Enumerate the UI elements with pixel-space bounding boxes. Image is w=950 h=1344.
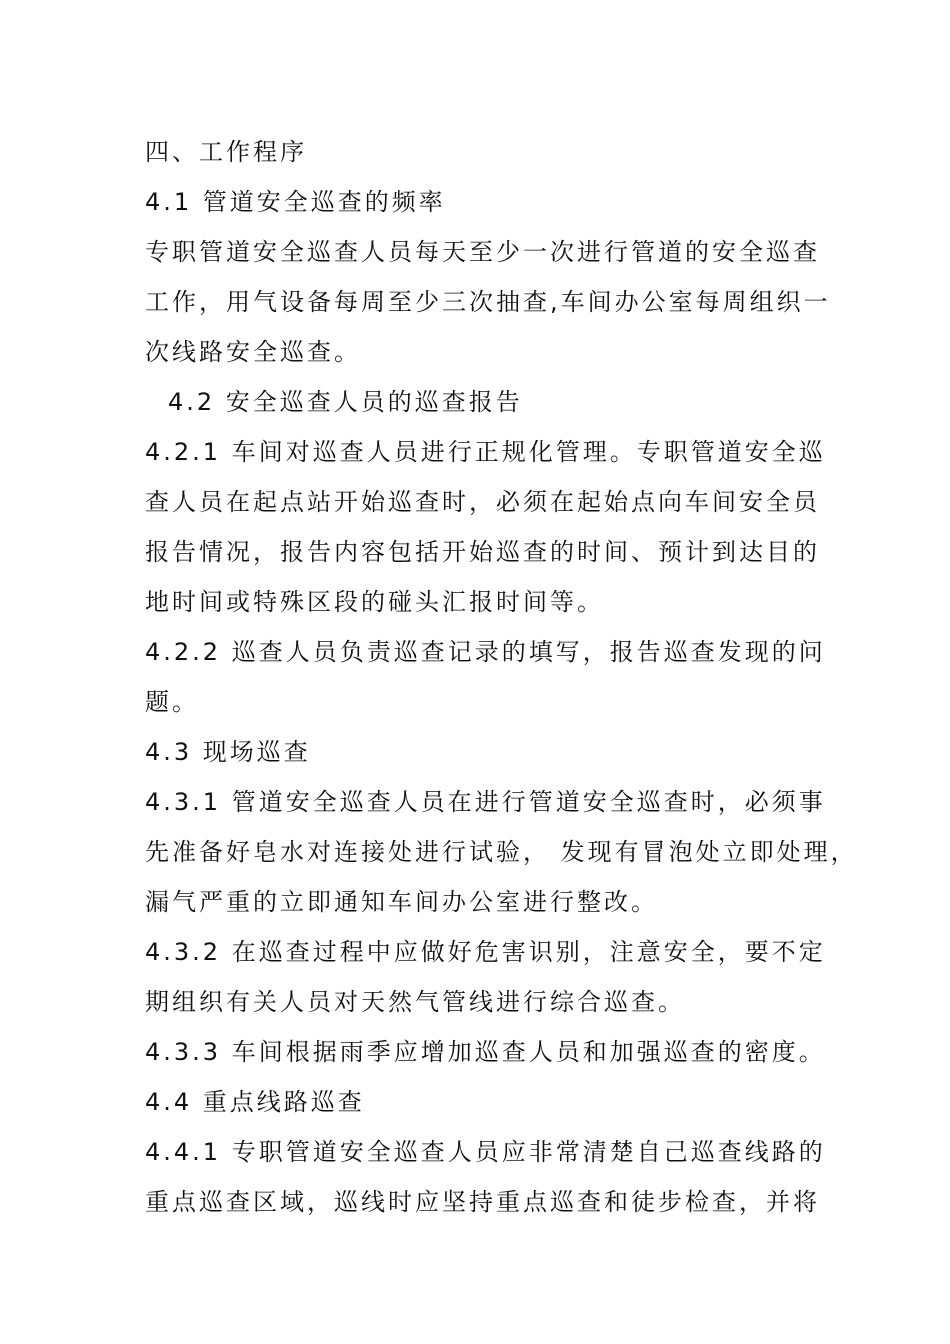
paragraph-line: 工作，用气设备每周至少三次抽查,车间办公室每周组织一 xyxy=(145,288,831,316)
paragraph-line: 地时间或特殊区段的碰头汇报时间等。 xyxy=(145,588,604,616)
subsection-heading: 4.2 安全巡查人员的巡查报告 xyxy=(168,388,523,416)
paragraph-line: 先准备好皂水对连接处进行试验， 发现有冒泡处立即处理， xyxy=(145,838,858,866)
paragraph-line: 次线路安全巡查。 xyxy=(145,338,361,366)
paragraph-line: 4.3.2 在巡查过程中应做好危害识别，注意安全，要不定 xyxy=(145,938,826,966)
paragraph-line: 期组织有关人员对天然气管线进行综合巡查。 xyxy=(145,988,685,1016)
paragraph-line: 4.4.1 专职管道安全巡查人员应非常清楚自己巡查线路的 xyxy=(145,1138,826,1166)
paragraph-line: 专职管道安全巡查人员每天至少一次进行管道的安全巡查 xyxy=(145,238,820,266)
section-heading: 四、工作程序 xyxy=(145,138,307,166)
paragraph-line: 题。 xyxy=(145,688,199,716)
paragraph-line: 4.2.2 巡查人员负责巡查记录的填写，报告巡查发现的问 xyxy=(145,638,826,666)
subsection-heading: 4.3 现场巡查 xyxy=(145,738,311,766)
paragraph-line: 漏气严重的立即通知车间办公室进行整改。 xyxy=(145,888,658,916)
subsection-heading: 4.1 管道安全巡查的频率 xyxy=(145,188,446,216)
paragraph-line: 4.2.1 车间对巡查人员进行正规化管理。专职管道安全巡 xyxy=(145,438,826,466)
paragraph-line: 查人员在起点站开始巡查时，必须在起始点向车间安全员 xyxy=(145,488,820,516)
paragraph-line: 重点巡查区域，巡线时应坚持重点巡查和徒步检查，并将 xyxy=(145,1188,820,1216)
paragraph-line: 报告情况，报告内容包括开始巡查的时间、预计到达目的 xyxy=(145,538,820,566)
paragraph-line: 4.3.3 车间根据雨季应增加巡查人员和加强巡查的密度。 xyxy=(145,1038,826,1066)
paragraph-line: 4.3.1 管道安全巡查人员在进行管道安全巡查时，必须事 xyxy=(145,788,826,816)
subsection-heading: 4.4 重点线路巡查 xyxy=(145,1088,365,1116)
